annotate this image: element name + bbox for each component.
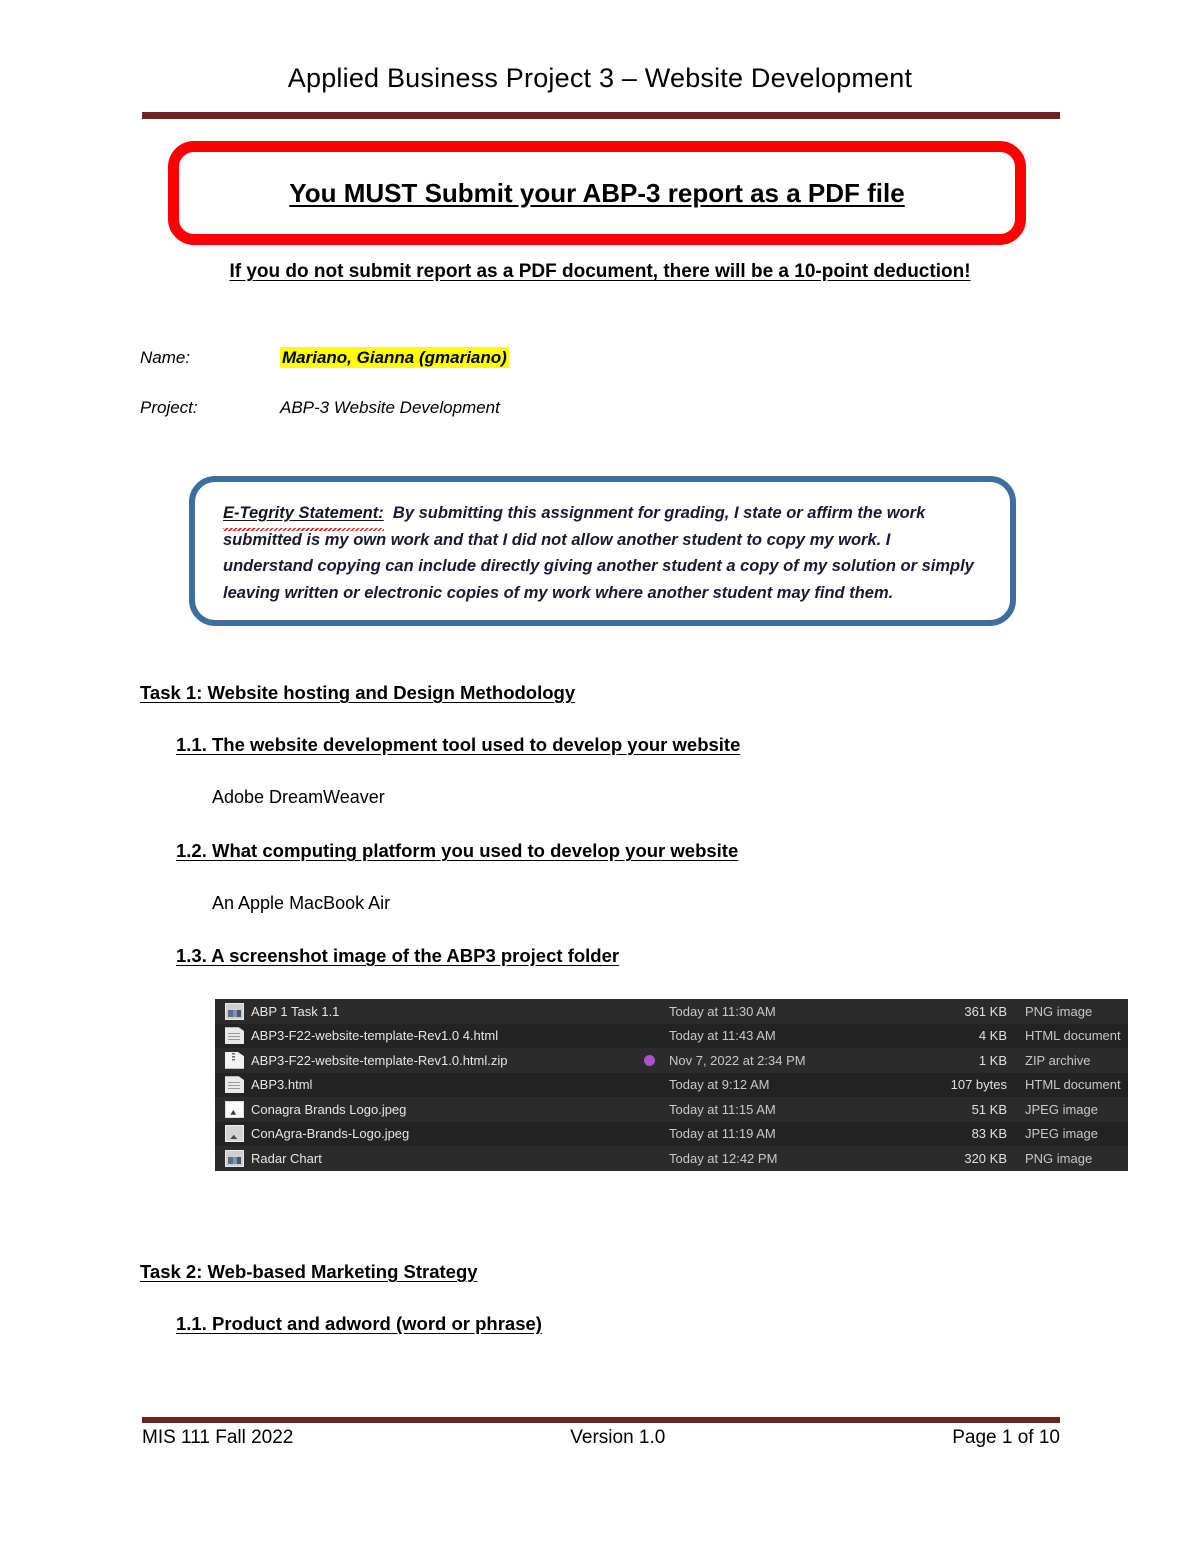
footer-divider xyxy=(142,1417,1060,1423)
html-document-icon xyxy=(225,1027,244,1044)
etegrity-statement-text xyxy=(195,482,1010,607)
file-row[interactable] xyxy=(215,1097,1128,1122)
file-row[interactable] xyxy=(215,1073,1128,1098)
file-name: Radar Chart xyxy=(251,1150,322,1166)
file-row[interactable] xyxy=(215,1146,1128,1171)
task-2-heading: Task 2: Web-based Marketing Strategy xyxy=(140,1261,478,1282)
file-row[interactable] xyxy=(215,999,1128,1024)
deduction-notice: If you do not submit report as a PDF document, there will be a 10-point deduction! xyxy=(229,261,971,282)
file-size: 320 KB xyxy=(964,1150,1007,1166)
file-name: ABP3-F22-website-template-Rev1.0.html.zip xyxy=(251,1052,508,1068)
document-footer xyxy=(142,1427,1060,1449)
file-kind: PNG image xyxy=(1025,1150,1093,1166)
project-label: Project: xyxy=(140,398,198,417)
file-row[interactable] xyxy=(215,1048,1128,1073)
file-size: 83 KB xyxy=(971,1126,1007,1142)
file-date-modified: Today at 11:15 AM xyxy=(669,1101,776,1117)
file-name: ABP 1 Task 1.1 xyxy=(251,1003,340,1019)
file-size: 51 KB xyxy=(971,1101,1007,1117)
file-row[interactable] xyxy=(215,1024,1128,1049)
file-size: 107 bytes xyxy=(950,1077,1007,1093)
file-size: 1 KB xyxy=(978,1052,1007,1068)
file-name: ConAgra-Brands-Logo.jpeg xyxy=(251,1126,410,1142)
pdf-requirement-alert-text: You MUST Submit your ABP-3 report as a PDF file xyxy=(289,177,905,208)
name-field-row xyxy=(140,348,940,368)
file-kind: HTML document xyxy=(1025,1077,1121,1093)
project-value: ABP-3 Website Development xyxy=(280,398,500,417)
page-title: Applied Business Project 3 – Website Development xyxy=(287,63,913,93)
task-1-sub-3-heading: 1.3. A screenshot image of the ABP3 project folder xyxy=(176,945,620,966)
task-2-sub-1-heading: 1.1. Product and adword (word or phrase) xyxy=(176,1313,542,1334)
footer-page-number: Page 1 of 10 xyxy=(952,1427,1060,1448)
pdf-requirement-alert-box xyxy=(168,141,1026,245)
file-name: Conagra Brands Logo.jpeg xyxy=(251,1101,407,1117)
file-size: 361 KB xyxy=(964,1003,1007,1019)
file-name: ABP3.html xyxy=(251,1077,313,1093)
file-size: 4 KB xyxy=(978,1028,1007,1044)
task-1-sub-2-heading: 1.2. What computing platform you used to develop your website xyxy=(176,840,739,861)
name-value: Mariano, Gianna (gmariano) xyxy=(282,348,507,367)
file-kind: JPEG image xyxy=(1025,1101,1098,1117)
file-date-modified: Today at 9:12 AM xyxy=(669,1077,770,1093)
file-date-modified: Today at 12:42 PM xyxy=(669,1150,778,1166)
etegrity-body: By submitting this assignment for grading, I state or affirm the work submitted is my own work and that I did not allow another student to copy my work. I understand copying can include directly giving another student a copy of my solution or simply leaving written or electronic copies of my work where another student may find them. xyxy=(223,504,974,603)
task-1-heading: Task 1: Website hosting and Design Methodology xyxy=(140,682,576,703)
file-kind: ZIP archive xyxy=(1025,1052,1091,1068)
file-name: ABP3-F22-website-template-Rev1.0 4.html xyxy=(251,1028,499,1044)
file-date-modified: Today at 11:19 AM xyxy=(669,1126,776,1142)
jpeg-image-icon xyxy=(225,1101,244,1118)
jpeg-image-icon xyxy=(225,1125,244,1142)
file-kind: PNG image xyxy=(1025,1003,1093,1019)
file-date-modified: Nov 7, 2022 at 2:34 PM xyxy=(669,1052,806,1068)
png-preview-icon xyxy=(225,1003,244,1020)
document-header xyxy=(140,62,1060,94)
footer-version: Version 1.0 xyxy=(570,1427,666,1448)
name-label: Name: xyxy=(140,348,191,367)
header-divider xyxy=(142,112,1060,119)
project-field-row xyxy=(140,398,940,418)
footer-course: MIS 111 Fall 2022 xyxy=(142,1427,294,1448)
file-row[interactable] xyxy=(215,1122,1128,1147)
etegrity-label: E-Tegrity Statement: xyxy=(223,500,384,527)
html-document-icon xyxy=(225,1076,244,1093)
file-tag xyxy=(629,1055,669,1066)
zip-archive-icon xyxy=(225,1052,244,1069)
purple-tag-dot-icon xyxy=(644,1055,655,1066)
abp3-project-folder-screenshot xyxy=(215,999,1128,1171)
png-preview-icon xyxy=(225,1150,244,1167)
file-kind: JPEG image xyxy=(1025,1126,1098,1142)
task-1-sub-1-answer: Adobe DreamWeaver xyxy=(212,787,385,807)
etegrity-statement-box xyxy=(189,476,1016,626)
task-1-sub-2-answer: An Apple MacBook Air xyxy=(212,893,391,913)
file-kind: HTML document xyxy=(1025,1028,1121,1044)
task-1-sub-1-heading: 1.1. The website development tool used to develop your website xyxy=(176,734,741,755)
file-date-modified: Today at 11:43 AM xyxy=(669,1028,776,1044)
file-date-modified: Today at 11:30 AM xyxy=(669,1003,776,1019)
